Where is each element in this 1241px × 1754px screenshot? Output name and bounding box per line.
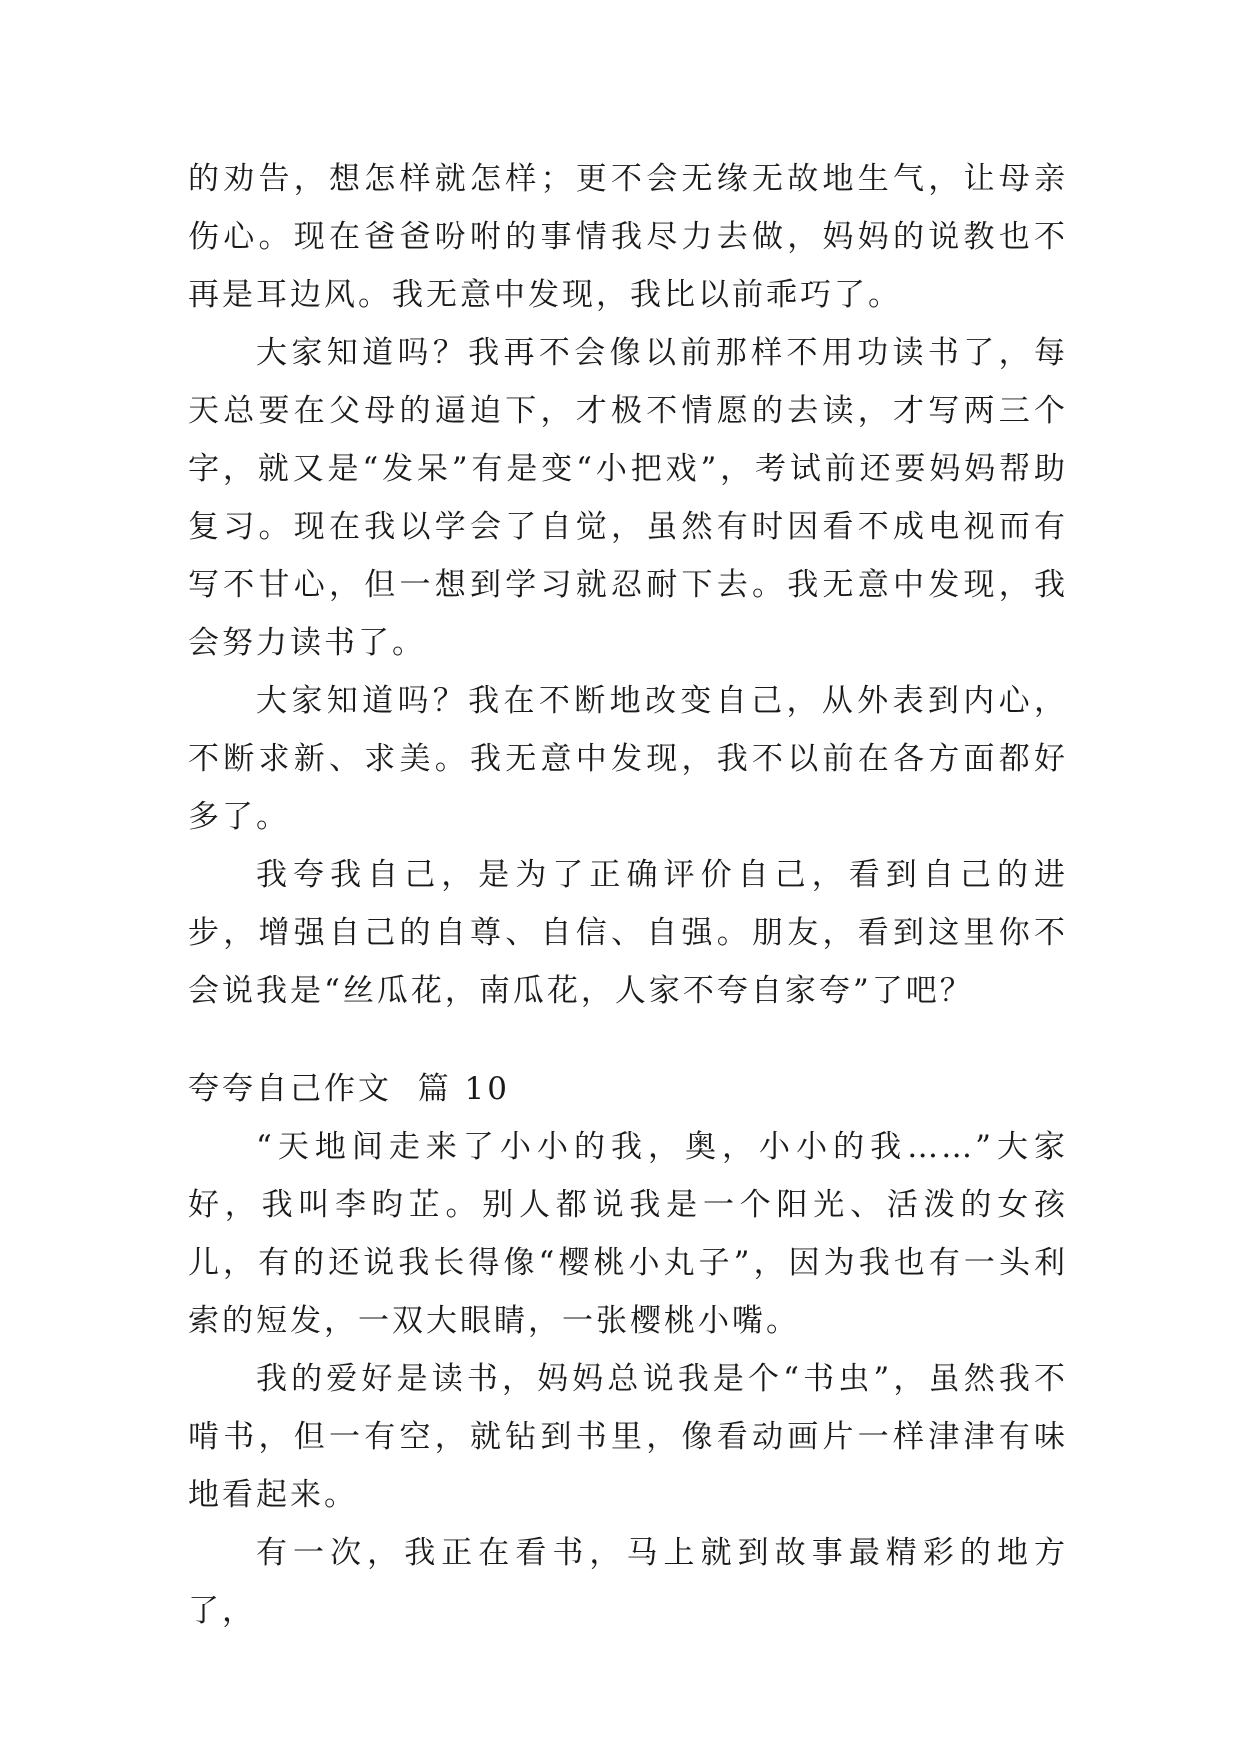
paragraph-continued: 的劝告，想怎样就怎样；更不会无缘无故地生气，让母亲伤心。现在爸爸吩咐的事情我尽力去做，妈妈的说教也不再是耳边风。我无意中发现，我比以前乖巧了。 (188, 161, 1068, 313)
paragraph: 我夸我自己，是为了正确评价自己，看到自己的进步，增强自己的自尊、自信、自强。朋友，看到这里你不会说我是“丝瓜花，南瓜花，人家不夸自家夸”了吧？ (188, 857, 1068, 1009)
document-body (188, 150, 1068, 1640)
paragraph: 我的爱好是读书，妈妈总说我是个“书虫”，虽然我不啃书，但一有空，就钻到书里，像看动画片一样津津有味地看起来。 (188, 1361, 1068, 1513)
paragraph: 大家知道吗？我再不会像以前那样不用功读书了，每天总要在父母的逼迫下，才极不情愿的去读，才写两三个字，就又是“发呆”有是变“小把戏”，考试前还要妈妈帮助复习。现在我以学会了自觉，虽然有时因看不成电视而有写不甘心，但一想到学习就忍耐下去。我无意中发现，我会努力读书了。 (188, 335, 1068, 661)
paragraph: 有一次，我正在看书，马上就到故事最精彩的地方了， (188, 1535, 1068, 1629)
section-title: 夸夸自己作文 篇 10 (188, 1071, 511, 1107)
paragraph: “天地间走来了小小的我，奥，小小的我……”大家好，我叫李昀芷。别人都说我是一个阳光、活泼的女孩儿，有的还说我长得像“樱桃小丸子”，因为我也有一头利索的短发，一双大眼睛，一张樱桃小嘴。 (188, 1129, 1068, 1339)
paragraph: 大家知道吗？我在不断地改变自己，从外表到内心，不断求新、求美。我无意中发现，我不以前在各方面都好多了。 (188, 683, 1068, 835)
